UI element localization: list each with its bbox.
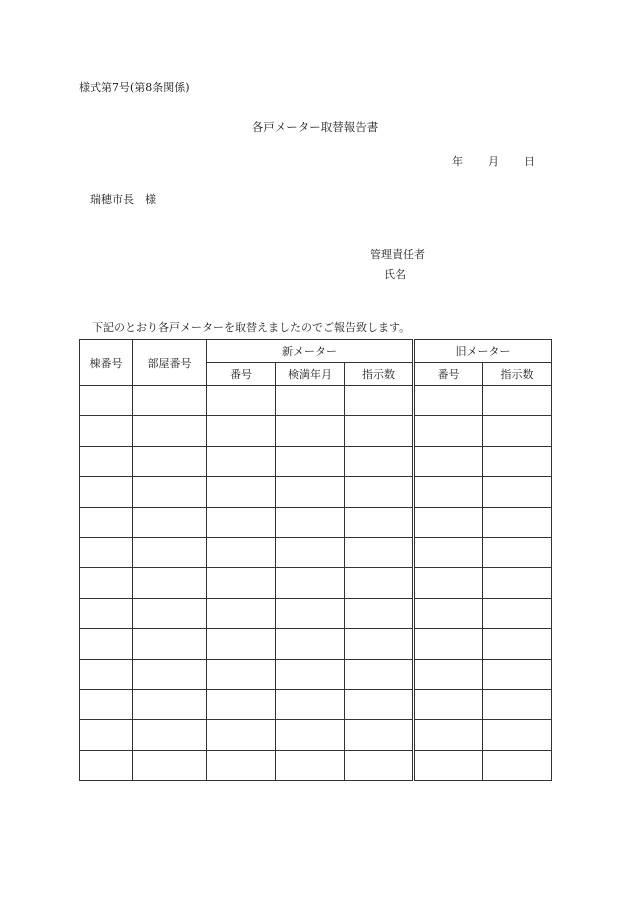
old-reading-cell [483, 750, 552, 780]
table-row [80, 507, 552, 537]
new-inspection-date-cell [276, 750, 345, 780]
old-reading-cell [483, 507, 552, 537]
new-number-cell [207, 568, 276, 598]
table-row [80, 598, 552, 628]
old-reading-cell [483, 416, 552, 446]
building-number-cell [80, 537, 133, 567]
table-row [80, 568, 552, 598]
intro-text: 下記のとおり各戸メーターを取替えましたのでご報告致します。 [92, 321, 411, 334]
old-number-cell [414, 720, 483, 750]
old-reading-cell [483, 659, 552, 689]
new-number-cell [207, 446, 276, 476]
old-reading-cell [483, 386, 552, 416]
table-row [80, 629, 552, 659]
old-number-cell [414, 750, 483, 780]
room-number-cell [133, 598, 207, 628]
building-number-cell [80, 568, 133, 598]
new-inspection-date-cell [276, 689, 345, 719]
building-number-cell [80, 598, 133, 628]
new-reading-cell [345, 629, 414, 659]
old-reading-cell [483, 446, 552, 476]
new-reading-cell [345, 750, 414, 780]
new-number-cell [207, 477, 276, 507]
new-reading-cell [345, 386, 414, 416]
addressee: 瑞穂市長 様 [90, 193, 156, 206]
table-row [80, 689, 552, 719]
old-reading-cell [483, 629, 552, 659]
old-number-cell [414, 689, 483, 719]
header-new-meter: 新メーター [207, 340, 414, 363]
room-number-cell [133, 720, 207, 750]
building-number-cell [80, 750, 133, 780]
building-number-cell [80, 689, 133, 719]
new-reading-cell [345, 477, 414, 507]
header-old-reading: 指示数 [483, 363, 552, 386]
new-number-cell [207, 416, 276, 446]
old-reading-cell [483, 568, 552, 598]
date-month-label: 月 [488, 155, 499, 168]
new-reading-cell [345, 598, 414, 628]
room-number-cell [133, 416, 207, 446]
new-number-cell [207, 629, 276, 659]
old-number-cell [414, 477, 483, 507]
date-year-label: 年 [452, 155, 463, 168]
room-number-cell [133, 386, 207, 416]
new-number-cell [207, 689, 276, 719]
header-new-reading: 指示数 [345, 363, 414, 386]
room-number-cell [133, 446, 207, 476]
table-row [80, 537, 552, 567]
new-reading-cell [345, 568, 414, 598]
new-reading-cell [345, 416, 414, 446]
table-row [80, 750, 552, 780]
building-number-cell [80, 446, 133, 476]
new-inspection-date-cell [276, 386, 345, 416]
room-number-cell [133, 659, 207, 689]
header-new-number: 番号 [207, 363, 276, 386]
building-number-cell [80, 720, 133, 750]
new-inspection-date-cell [276, 477, 345, 507]
new-reading-cell [345, 507, 414, 537]
room-number-cell [133, 568, 207, 598]
new-number-cell [207, 386, 276, 416]
new-inspection-date-cell [276, 598, 345, 628]
table-row [80, 659, 552, 689]
new-reading-cell [345, 720, 414, 750]
new-number-cell [207, 720, 276, 750]
building-number-cell [80, 629, 133, 659]
new-reading-cell [345, 689, 414, 719]
new-reading-cell [345, 446, 414, 476]
old-number-cell [414, 629, 483, 659]
old-reading-cell [483, 720, 552, 750]
header-old-number: 番号 [414, 363, 483, 386]
new-number-cell [207, 659, 276, 689]
building-number-cell [80, 659, 133, 689]
new-inspection-date-cell [276, 659, 345, 689]
room-number-cell [133, 507, 207, 537]
room-number-cell [133, 477, 207, 507]
old-reading-cell [483, 689, 552, 719]
old-number-cell [414, 568, 483, 598]
meter-replacement-table [79, 339, 552, 781]
header-old-meter: 旧メーター [414, 340, 552, 363]
new-inspection-date-cell [276, 537, 345, 567]
table-row [80, 720, 552, 750]
building-number-cell [80, 477, 133, 507]
old-number-cell [414, 537, 483, 567]
old-number-cell [414, 446, 483, 476]
date-day-label: 日 [524, 155, 535, 168]
old-number-cell [414, 416, 483, 446]
room-number-cell [133, 689, 207, 719]
new-number-cell [207, 507, 276, 537]
old-reading-cell [483, 537, 552, 567]
new-inspection-date-cell [276, 507, 345, 537]
new-inspection-date-cell [276, 629, 345, 659]
building-number-cell [80, 416, 133, 446]
room-number-cell [133, 629, 207, 659]
new-inspection-date-cell [276, 446, 345, 476]
table-body [80, 386, 552, 781]
old-number-cell [414, 598, 483, 628]
new-number-cell [207, 537, 276, 567]
new-inspection-date-cell [276, 720, 345, 750]
table-row [80, 446, 552, 476]
new-number-cell [207, 598, 276, 628]
room-number-cell [133, 750, 207, 780]
new-number-cell [207, 750, 276, 780]
old-number-cell [414, 507, 483, 537]
old-reading-cell [483, 477, 552, 507]
document-title: 各戸メーター取替報告書 [251, 120, 379, 134]
new-reading-cell [345, 537, 414, 567]
new-inspection-date-cell [276, 568, 345, 598]
manager-label: 管理責任者 [370, 248, 425, 261]
old-number-cell [414, 659, 483, 689]
new-reading-cell [345, 659, 414, 689]
name-label: 氏名 [384, 268, 406, 281]
table-row [80, 386, 552, 416]
table-row [80, 416, 552, 446]
form-number: 様式第7号(第8条関係) [79, 81, 190, 94]
old-number-cell [414, 386, 483, 416]
header-room-number: 部屋番号 [133, 340, 207, 386]
room-number-cell [133, 537, 207, 567]
building-number-cell [80, 386, 133, 416]
building-number-cell [80, 507, 133, 537]
new-inspection-date-cell [276, 416, 345, 446]
old-reading-cell [483, 598, 552, 628]
table-row [80, 477, 552, 507]
header-building-number: 棟番号 [80, 340, 133, 386]
header-new-inspection-date: 検満年月 [276, 363, 345, 386]
